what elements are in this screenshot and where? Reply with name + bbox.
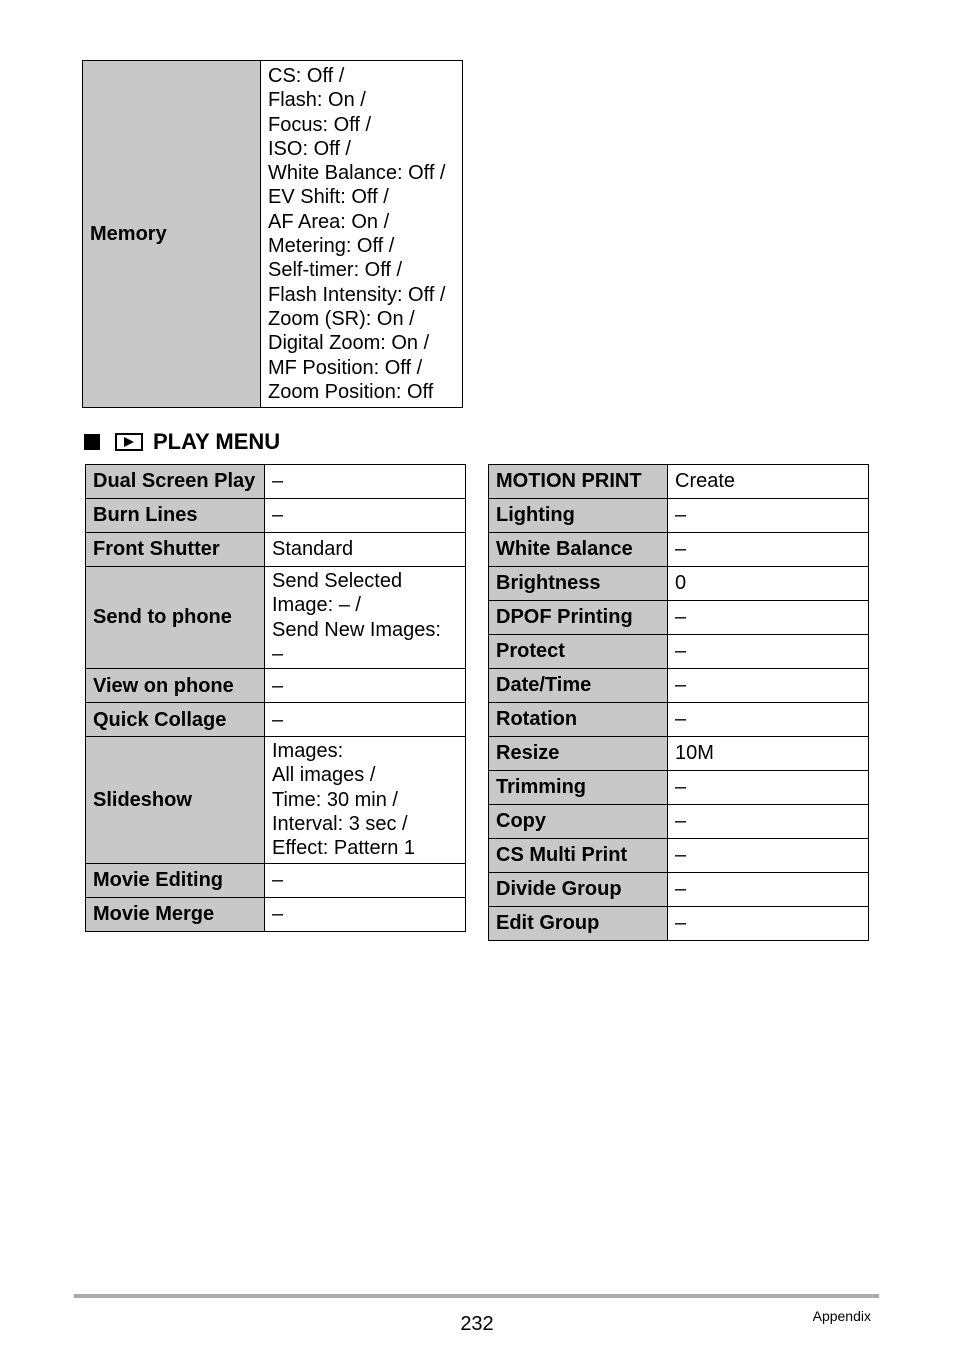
value-line: Time: 30 min / <box>272 788 398 811</box>
right-setting-name: Divide Group <box>489 873 668 907</box>
right-setting-value <box>668 873 869 907</box>
value-line: Image: – / <box>272 594 361 617</box>
left-setting-name: Quick Collage <box>86 703 265 737</box>
right-setting-value <box>668 771 869 805</box>
value-line: – <box>675 810 687 833</box>
memory-line: Zoom (SR): On / <box>268 307 415 330</box>
memory-row <box>83 61 463 408</box>
memory-line: Focus: Off / <box>268 113 371 136</box>
right-setting-name: Rotation <box>489 703 668 737</box>
value-line: – <box>675 674 687 697</box>
table-row <box>489 635 869 669</box>
value-line: – <box>272 674 284 697</box>
table-row <box>489 703 869 737</box>
memory-line: Zoom Position: Off <box>268 380 434 403</box>
memory-line: MF Position: Off / <box>268 356 423 379</box>
table-row <box>489 533 869 567</box>
memory-line: ISO: Off / <box>268 137 351 160</box>
right-setting-name: Resize <box>489 737 668 771</box>
right-setting-value <box>668 499 869 533</box>
value-line: 10M <box>675 742 714 765</box>
value-line: Send Selected <box>272 570 403 592</box>
right-setting-value <box>668 601 869 635</box>
play-icon <box>115 433 143 451</box>
right-setting-value <box>668 737 869 771</box>
play-menu-table-left <box>85 464 466 932</box>
left-setting-name: View on phone <box>86 669 265 703</box>
memory-line: AF Area: On / <box>268 210 390 233</box>
footer-section-label: Appendix <box>812 1308 871 1324</box>
value-line: Effect: Pattern 1 <box>272 837 416 860</box>
memory-line: Metering: Off / <box>268 235 395 258</box>
left-setting-value <box>265 567 466 669</box>
memory-line: White Balance: Off / <box>268 162 446 185</box>
value-line: – <box>675 606 687 629</box>
table-row <box>489 669 869 703</box>
play-menu-table-right <box>488 464 869 941</box>
value-line: – <box>675 878 687 901</box>
table-row <box>489 805 869 839</box>
left-setting-name: Movie Merge <box>86 897 265 931</box>
value-line: – <box>272 504 284 527</box>
memory-line: Self-timer: Off / <box>268 259 403 282</box>
left-setting-name: Slideshow <box>86 737 265 863</box>
left-setting-value <box>265 863 466 897</box>
memory-label: Memory <box>83 61 261 408</box>
left-setting-value <box>265 465 466 499</box>
value-line: – <box>675 776 687 799</box>
table-row <box>489 737 869 771</box>
left-setting-name: Send to phone <box>86 567 265 669</box>
table-row <box>489 601 869 635</box>
value-line: Send New Images: <box>272 618 441 641</box>
right-setting-name: DPOF Printing <box>489 601 668 635</box>
memory-line: Flash Intensity: Off / <box>268 283 446 306</box>
value-line: Interval: 3 sec / <box>272 813 408 836</box>
table-row <box>86 737 466 863</box>
memory-line: Flash: On / <box>268 89 366 112</box>
left-setting-value <box>265 533 466 567</box>
table-row <box>489 907 869 941</box>
value-line: – <box>675 640 687 663</box>
table-row <box>489 499 869 533</box>
right-setting-value <box>668 669 869 703</box>
right-setting-name: Lighting <box>489 499 668 533</box>
memory-table <box>82 60 463 408</box>
left-setting-value <box>265 669 466 703</box>
left-setting-name: Dual Screen Play <box>86 465 265 499</box>
value-line: – <box>675 844 687 867</box>
right-setting-value <box>668 839 869 873</box>
value-line: – <box>272 708 284 731</box>
table-row <box>489 567 869 601</box>
square-bullet-icon <box>84 434 100 450</box>
table-row <box>489 873 869 907</box>
table-row <box>86 703 466 737</box>
left-setting-name: Front Shutter <box>86 533 265 567</box>
left-setting-value <box>265 499 466 533</box>
table-row <box>86 669 466 703</box>
section-title: PLAY MENU <box>153 429 281 454</box>
value-line: Standard <box>272 538 354 561</box>
left-setting-name: Movie Editing <box>86 863 265 897</box>
value-line: – <box>675 708 687 731</box>
value-line: – <box>675 538 687 561</box>
right-setting-value <box>668 567 869 601</box>
table-row <box>86 897 466 931</box>
right-setting-name: MOTION PRINT <box>489 465 668 499</box>
value-line: – <box>675 504 687 527</box>
right-setting-name: Edit Group <box>489 907 668 941</box>
right-setting-name: Copy <box>489 805 668 839</box>
right-setting-value <box>668 907 869 941</box>
table-row <box>86 567 466 669</box>
right-setting-name: CS Multi Print <box>489 839 668 873</box>
value-line: – <box>272 642 284 665</box>
right-setting-value <box>668 465 869 499</box>
right-setting-value <box>668 635 869 669</box>
footer-rule <box>74 1294 879 1298</box>
memory-line: CS: Off / <box>268 65 345 87</box>
value-line: – <box>272 470 284 493</box>
left-setting-value <box>265 703 466 737</box>
right-setting-name: Protect <box>489 635 668 669</box>
value-line: – <box>272 903 284 926</box>
right-setting-name: Trimming <box>489 771 668 805</box>
right-setting-name: White Balance <box>489 533 668 567</box>
table-row <box>489 771 869 805</box>
table-row <box>489 839 869 873</box>
right-setting-name: Brightness <box>489 567 668 601</box>
memory-line: Digital Zoom: On / <box>268 332 430 355</box>
right-setting-value <box>668 703 869 737</box>
value-line: – <box>272 869 284 892</box>
table-row <box>86 499 466 533</box>
table-row <box>86 533 466 567</box>
right-setting-value <box>668 533 869 567</box>
left-setting-value <box>265 897 466 931</box>
value-line: – <box>675 912 687 935</box>
section-heading <box>84 428 280 456</box>
page-number: 232 <box>460 1313 494 1335</box>
value-line: Create <box>675 470 736 493</box>
right-setting-name: Date/Time <box>489 669 668 703</box>
left-setting-name: Burn Lines <box>86 499 265 533</box>
right-setting-value <box>668 805 869 839</box>
value-line: All images / <box>272 764 376 787</box>
memory-values <box>261 61 463 408</box>
memory-line: EV Shift: Off / <box>268 186 389 209</box>
table-row <box>86 465 466 499</box>
value-line: Images: <box>272 740 344 763</box>
value-line: 0 <box>675 572 687 595</box>
left-setting-value <box>265 737 466 863</box>
table-row <box>86 863 466 897</box>
table-row <box>489 465 869 499</box>
